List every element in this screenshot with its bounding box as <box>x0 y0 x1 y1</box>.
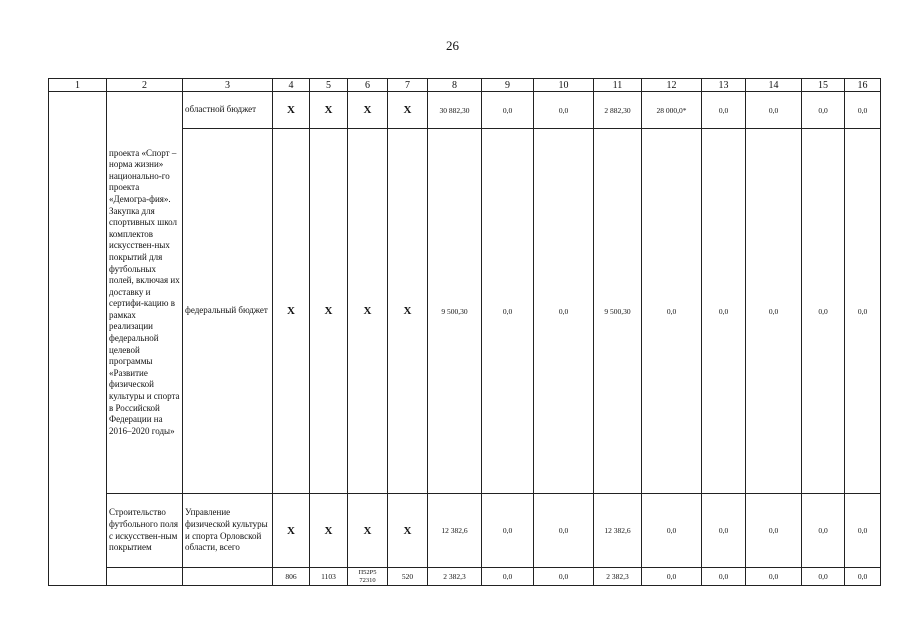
table-cell: 0,0 <box>534 92 594 129</box>
funding-source: Управление физической культуры и спорта Орловской области, всего <box>183 494 273 568</box>
column-header: 13 <box>702 79 746 92</box>
funding-source <box>183 568 273 586</box>
table-cell: 0,0 <box>642 129 702 494</box>
column-header: 8 <box>428 79 482 92</box>
table-row <box>49 92 881 129</box>
table-cell: 9 500,30 <box>594 129 642 494</box>
column-header: 12 <box>642 79 702 92</box>
table-cell: Х <box>273 129 310 494</box>
column-header: 5 <box>310 79 348 92</box>
table-cell: 0,0 <box>746 92 802 129</box>
table-cell: 0,0 <box>702 568 746 586</box>
table-cell: Х <box>348 92 388 129</box>
table-cell: 0,0 <box>702 92 746 129</box>
empty-cell <box>107 568 183 586</box>
table-cell: Х <box>273 92 310 129</box>
table-cell: 2 382,3 <box>428 568 482 586</box>
table-cell: Х <box>273 494 310 568</box>
table-cell: 0,0 <box>534 494 594 568</box>
table-cell: П52Р5 72310 <box>348 568 388 586</box>
table-cell: 0,0 <box>482 129 534 494</box>
table-cell: 0,0 <box>746 568 802 586</box>
funding-source: федеральный бюджет <box>183 129 273 494</box>
table-cell: 12 382,6 <box>594 494 642 568</box>
table-cell: Х <box>388 129 428 494</box>
table-cell: 0,0 <box>642 494 702 568</box>
table-cell: 28 000,0* <box>642 92 702 129</box>
table-cell: 0,0 <box>746 494 802 568</box>
funding-source: областной бюджет <box>183 92 273 129</box>
table-cell: 0,0 <box>746 129 802 494</box>
table-cell: Х <box>310 92 348 129</box>
column-header: 11 <box>594 79 642 92</box>
table-cell: 30 882,30 <box>428 92 482 129</box>
table-cell: 0,0 <box>482 494 534 568</box>
table-cell: 0,0 <box>845 568 881 586</box>
table-cell: Х <box>348 129 388 494</box>
table-cell: 1103 <box>310 568 348 586</box>
table-cell: 0,0 <box>802 494 845 568</box>
table-cell: 0,0 <box>702 129 746 494</box>
table-cell: 12 382,6 <box>428 494 482 568</box>
item-description: проекта «Спорт – норма жизни» национально-го проекта «Демогра-фия». Закупка для спортивных школ комплектов искусствен-ных покрытий для футбольных полей, включая их доставку и сертифи-кацию в рамках реализации федеральной целевой программы «Развитие физической культуры и спорта в Российской Федерации на 2016–2020 годы» <box>107 92 183 494</box>
table-cell: Х <box>310 494 348 568</box>
table-cell: 9 500,30 <box>428 129 482 494</box>
item-description: Строительство футбольного поля с искусствен-ным покрытием <box>107 494 183 568</box>
page-number: 26 <box>446 38 459 53</box>
table-cell: 0,0 <box>534 568 594 586</box>
column-header: 10 <box>534 79 594 92</box>
column-header: 16 <box>845 79 881 92</box>
column-header: 2 <box>107 79 183 92</box>
column-header: 3 <box>183 79 273 92</box>
table-cell: 0,0 <box>802 129 845 494</box>
column-header: 9 <box>482 79 534 92</box>
table-cell: Х <box>310 129 348 494</box>
column-header: 1 <box>49 79 107 92</box>
table-row <box>49 568 881 586</box>
table-cell: 0,0 <box>845 129 881 494</box>
budget-table <box>48 78 881 586</box>
table-cell: 2 882,30 <box>594 92 642 129</box>
column-header: 6 <box>348 79 388 92</box>
column-header: 7 <box>388 79 428 92</box>
empty-cell <box>49 92 107 586</box>
table-cell: 520 <box>388 568 428 586</box>
table-cell: 0,0 <box>702 494 746 568</box>
table-cell: 0,0 <box>802 568 845 586</box>
table-row <box>49 494 881 568</box>
table-cell: 806 <box>273 568 310 586</box>
column-header: 14 <box>746 79 802 92</box>
table-cell: 0,0 <box>845 92 881 129</box>
table-cell: 0,0 <box>802 92 845 129</box>
table-cell: 0,0 <box>482 568 534 586</box>
table-cell: 0,0 <box>845 494 881 568</box>
table-cell: 2 382,3 <box>594 568 642 586</box>
table-cell: 0,0 <box>534 129 594 494</box>
column-header: 4 <box>273 79 310 92</box>
table-cell: Х <box>388 92 428 129</box>
column-header: 15 <box>802 79 845 92</box>
table-cell: 0,0 <box>482 92 534 129</box>
table-cell: Х <box>348 494 388 568</box>
table-cell: Х <box>388 494 428 568</box>
table-cell: 0,0 <box>642 568 702 586</box>
header-row <box>49 79 881 92</box>
